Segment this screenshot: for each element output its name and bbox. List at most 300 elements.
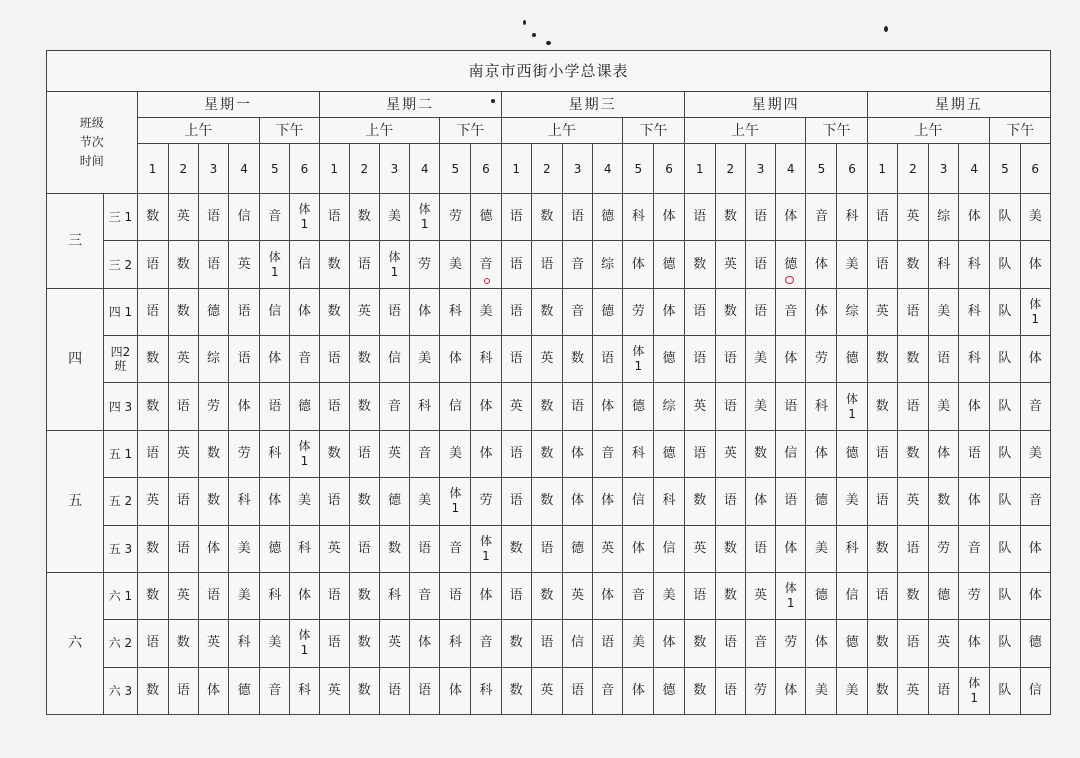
scan-speck [523, 20, 526, 25]
subject-cell: 劳 [776, 620, 806, 667]
subject-cell: 科 [290, 667, 319, 714]
corner-period-label: 节次 [79, 135, 104, 149]
subject-cell: 音 [562, 241, 592, 288]
subject-cell: 体 [260, 336, 290, 383]
subject-cell: 美 [290, 478, 319, 525]
corner-time-label: 时间 [79, 154, 104, 168]
subject-cell: 体 [471, 430, 501, 477]
period-number: 4 [229, 144, 260, 194]
subject-cell: 数 [715, 288, 745, 335]
subject-cell: 数 [379, 525, 409, 572]
subject-cell: 语 [319, 620, 349, 667]
subject-cell: 音 [379, 383, 409, 430]
class-label: 六 1 [104, 572, 137, 619]
subject-cell: 德 [928, 572, 958, 619]
subject-cell: 英 [897, 667, 928, 714]
class-label: 三 2 [104, 241, 137, 288]
subject-cell: 语 [715, 383, 745, 430]
subject-cell: 音 [260, 194, 290, 241]
subject-cell: 语 [137, 288, 168, 335]
subject-cell: 语 [562, 194, 592, 241]
period-number: 1 [319, 144, 349, 194]
subject-cell: 德 [837, 430, 867, 477]
subject-cell: 语 [531, 241, 562, 288]
table-row [47, 667, 1051, 714]
half-am-1: 上午 [319, 118, 440, 144]
subject-cell: 音 [623, 572, 654, 619]
class-label: 四 1 [104, 288, 137, 335]
subject-cell: 音 [440, 525, 471, 572]
subject-cell: 语 [867, 572, 897, 619]
subject-cell: 音 [593, 430, 623, 477]
subject-cell: 体 [928, 430, 958, 477]
subject-cell: 队 [990, 667, 1020, 714]
subject-cell: 数 [501, 525, 531, 572]
subject-cell: 信 [1020, 667, 1051, 714]
subject-cell: 体 [290, 572, 319, 619]
subject-cell: 劳 [440, 194, 471, 241]
subject-cell: 语 [198, 194, 228, 241]
table-title: 南京市西街小学总课表 [47, 51, 1051, 92]
subject-cell: 体 [471, 572, 501, 619]
subject-cell: 数 [168, 620, 198, 667]
subject-cell: 综 [928, 194, 958, 241]
period-number: 6 [1020, 144, 1051, 194]
subject-cell: 语 [531, 525, 562, 572]
subject-cell: 劳 [410, 241, 440, 288]
subject-cell: 英 [168, 430, 198, 477]
subject-cell: 信 [837, 572, 867, 619]
period-number: 5 [623, 144, 654, 194]
subject-cell: 语 [531, 620, 562, 667]
subject-cell: 体 [806, 241, 837, 288]
subject-cell: 科 [229, 478, 260, 525]
subject-cell: 英 [168, 572, 198, 619]
subject-cell: 体 [959, 194, 990, 241]
subject-cell: 数 [531, 194, 562, 241]
table-row [47, 525, 1051, 572]
half-am-3: 上午 [684, 118, 806, 144]
subject-cell: 语 [137, 430, 168, 477]
subject-cell: 语 [379, 667, 409, 714]
subject-cell: 语 [440, 572, 471, 619]
subject-cell: 美 [440, 430, 471, 477]
subject-cell: 体 [1020, 572, 1051, 619]
subject-cell: 德 [1020, 620, 1051, 667]
subject-cell: 数 [349, 667, 379, 714]
table-row [47, 336, 1051, 383]
subject-cell: 体 [562, 478, 592, 525]
subject-cell: 信 [260, 288, 290, 335]
subject-cell: 音 [410, 430, 440, 477]
subject-cell: 体 1 [1020, 288, 1051, 335]
day-header-thu: 星期四 [684, 92, 867, 118]
half-am-2: 上午 [501, 118, 623, 144]
period-number: 1 [867, 144, 897, 194]
subject-cell: 英 [137, 478, 168, 525]
subject-cell: 语 [319, 194, 349, 241]
subject-cell: 美 [806, 667, 837, 714]
table-row [47, 620, 1051, 667]
subject-cell: 体 [198, 525, 228, 572]
subject-cell: 语 [319, 383, 349, 430]
period-number: 5 [990, 144, 1020, 194]
subject-cell: 体 [776, 336, 806, 383]
subject-cell: 英 [562, 572, 592, 619]
subject-cell: 综 [593, 241, 623, 288]
subject-cell: 音 [1020, 478, 1051, 525]
subject-cell: 队 [990, 194, 1020, 241]
subject-cell: 语 [867, 241, 897, 288]
subject-cell: 科 [260, 430, 290, 477]
period-number: 1 [684, 144, 715, 194]
subject-cell: 体 1 [290, 430, 319, 477]
subject-cell: 科 [928, 241, 958, 288]
subject-cell: 体 1 [623, 336, 654, 383]
period-number: 4 [410, 144, 440, 194]
subject-cell: 数 [349, 620, 379, 667]
subject-cell: 体 [471, 383, 501, 430]
period-number: 4 [593, 144, 623, 194]
subject-cell: 英 [684, 383, 715, 430]
subject-cell: 数 [867, 667, 897, 714]
subject-cell: 数 [715, 572, 745, 619]
subject-cell: 体 1 [776, 572, 806, 619]
subject-cell: 美 [928, 288, 958, 335]
subject-cell: 语 [319, 336, 349, 383]
subject-cell: 语 [501, 478, 531, 525]
subject-cell: 数 [897, 572, 928, 619]
subject-cell: 数 [745, 430, 775, 477]
subject-cell: 队 [990, 383, 1020, 430]
subject-cell: 英 [379, 620, 409, 667]
subject-cell: 语 [745, 288, 775, 335]
subject-cell: 德 [776, 241, 806, 288]
subject-cell: 数 [684, 620, 715, 667]
subject-cell: 英 [531, 336, 562, 383]
subject-cell: 劳 [928, 525, 958, 572]
subject-cell: 德 [837, 620, 867, 667]
subject-cell: 语 [562, 383, 592, 430]
subject-cell: 语 [349, 430, 379, 477]
class-label: 四 3 [104, 383, 137, 430]
subject-cell: 科 [471, 336, 501, 383]
class-label: 五 2 [104, 478, 137, 525]
subject-cell: 体 [229, 383, 260, 430]
subject-cell: 英 [928, 620, 958, 667]
subject-cell: 语 [745, 194, 775, 241]
subject-cell: 英 [198, 620, 228, 667]
subject-cell: 语 [229, 336, 260, 383]
subject-cell: 体 1 [290, 194, 319, 241]
scan-speck [532, 33, 536, 37]
subject-cell: 体 [623, 241, 654, 288]
subject-cell: 美 [440, 241, 471, 288]
corner-header [47, 92, 138, 194]
subject-cell: 音 [410, 572, 440, 619]
subject-cell: 体 [745, 478, 775, 525]
subject-cell: 英 [593, 525, 623, 572]
period-number: 3 [928, 144, 958, 194]
subject-cell: 数 [715, 525, 745, 572]
timetable [46, 50, 1051, 715]
subject-cell: 语 [410, 667, 440, 714]
subject-cell: 数 [531, 383, 562, 430]
subject-cell: 语 [501, 194, 531, 241]
day-header-tue: 星期二 [319, 92, 501, 118]
table-row [47, 194, 1051, 241]
subject-cell: 语 [168, 667, 198, 714]
subject-cell: 语 [776, 478, 806, 525]
scan-speck [491, 99, 495, 103]
half-pm-1: 下午 [440, 118, 501, 144]
subject-cell: 音 [745, 620, 775, 667]
table-row [47, 383, 1051, 430]
subject-cell: 劳 [745, 667, 775, 714]
period-number: 3 [379, 144, 409, 194]
subject-cell: 体 [623, 667, 654, 714]
subject-cell: 英 [531, 667, 562, 714]
subject-cell: 语 [684, 288, 715, 335]
subject-cell: 信 [229, 194, 260, 241]
subject-cell: 体 [593, 478, 623, 525]
subject-cell: 语 [501, 288, 531, 335]
subject-cell: 队 [990, 620, 1020, 667]
subject-cell: 美 [837, 667, 867, 714]
subject-cell: 体 1 [471, 525, 501, 572]
subject-cell: 美 [928, 383, 958, 430]
subject-cell: 体 1 [410, 194, 440, 241]
half-am-0: 上午 [137, 118, 260, 144]
subject-cell: 体 [260, 478, 290, 525]
subject-cell: 语 [897, 288, 928, 335]
table-row [47, 430, 1051, 477]
subject-cell: 信 [623, 478, 654, 525]
subject-cell: 体 [410, 620, 440, 667]
subject-cell: 科 [290, 525, 319, 572]
subject-cell: 体 [776, 525, 806, 572]
subject-cell: 数 [319, 430, 349, 477]
subject-cell: 音 [260, 667, 290, 714]
subject-cell: 英 [379, 430, 409, 477]
subject-cell: 数 [531, 572, 562, 619]
period-number: 3 [562, 144, 592, 194]
subject-cell: 队 [990, 572, 1020, 619]
subject-cell: 语 [501, 336, 531, 383]
subject-cell: 数 [867, 336, 897, 383]
subject-cell: 科 [440, 288, 471, 335]
subject-cell: 语 [501, 241, 531, 288]
subject-cell: 数 [349, 336, 379, 383]
subject-cell: 德 [654, 336, 684, 383]
subject-cell: 科 [260, 572, 290, 619]
subject-cell: 数 [531, 288, 562, 335]
subject-cell: 英 [349, 288, 379, 335]
subject-cell: 美 [410, 336, 440, 383]
scan-speck [884, 26, 888, 32]
subject-cell: 语 [715, 667, 745, 714]
subject-cell: 德 [806, 572, 837, 619]
period-number: 2 [349, 144, 379, 194]
subject-cell: 数 [897, 336, 928, 383]
subject-cell: 德 [623, 383, 654, 430]
subject-cell: 英 [745, 572, 775, 619]
subject-cell: 英 [319, 667, 349, 714]
subject-cell: 数 [501, 620, 531, 667]
subject-cell: 体 [1020, 241, 1051, 288]
day-header-mon: 星期一 [137, 92, 319, 118]
subject-cell: 语 [897, 620, 928, 667]
subject-cell: 综 [198, 336, 228, 383]
subject-cell: 劳 [471, 478, 501, 525]
subject-cell: 数 [715, 194, 745, 241]
period-number: 3 [198, 144, 228, 194]
subject-cell: 语 [501, 572, 531, 619]
subject-cell: 劳 [623, 288, 654, 335]
subject-cell: 音 [471, 241, 501, 288]
subject-cell: 数 [137, 572, 168, 619]
subject-cell: 数 [684, 478, 715, 525]
subject-cell: 语 [168, 478, 198, 525]
subject-cell: 语 [168, 525, 198, 572]
subject-cell: 数 [867, 383, 897, 430]
subject-cell: 语 [867, 194, 897, 241]
subject-cell: 语 [260, 383, 290, 430]
grade-label: 三 [47, 194, 104, 289]
subject-cell: 数 [137, 336, 168, 383]
subject-cell: 体 1 [440, 478, 471, 525]
subject-cell: 语 [897, 383, 928, 430]
subject-cell: 体 [776, 194, 806, 241]
subject-cell: 语 [684, 194, 715, 241]
subject-cell: 数 [897, 241, 928, 288]
period-number: 2 [897, 144, 928, 194]
subject-cell: 数 [137, 383, 168, 430]
subject-cell: 语 [959, 430, 990, 477]
subject-cell: 语 [745, 525, 775, 572]
subject-cell: 英 [715, 241, 745, 288]
period-number: 4 [959, 144, 990, 194]
period-number: 6 [654, 144, 684, 194]
subject-cell: 英 [229, 241, 260, 288]
subject-cell: 语 [501, 430, 531, 477]
subject-cell: 美 [410, 478, 440, 525]
subject-cell: 语 [349, 525, 379, 572]
period-number: 3 [745, 144, 775, 194]
subject-cell: 体 [806, 620, 837, 667]
subject-cell: 语 [319, 478, 349, 525]
subject-cell: 体 [290, 288, 319, 335]
subject-cell: 德 [593, 288, 623, 335]
subject-cell: 体 [1020, 336, 1051, 383]
subject-cell: 体 [806, 288, 837, 335]
subject-cell: 科 [806, 383, 837, 430]
period-number: 5 [440, 144, 471, 194]
subject-cell: 信 [776, 430, 806, 477]
subject-cell: 队 [990, 525, 1020, 572]
subject-cell: 语 [684, 572, 715, 619]
subject-cell: 美 [654, 572, 684, 619]
subject-cell: 语 [319, 572, 349, 619]
class-label: 五 3 [104, 525, 137, 572]
pen-mark [785, 276, 794, 284]
subject-cell: 体 [806, 430, 837, 477]
subject-cell: 德 [654, 667, 684, 714]
table-row [47, 478, 1051, 525]
half-pm-3: 下午 [806, 118, 867, 144]
subject-cell: 美 [623, 620, 654, 667]
subject-cell: 音 [562, 288, 592, 335]
subject-cell: 数 [198, 478, 228, 525]
subject-cell: 数 [531, 478, 562, 525]
subject-cell: 语 [379, 288, 409, 335]
subject-cell: 数 [319, 288, 349, 335]
day-header-fri: 星期五 [867, 92, 1050, 118]
subject-cell: 英 [715, 430, 745, 477]
subject-cell: 英 [501, 383, 531, 430]
subject-cell: 信 [440, 383, 471, 430]
period-number: 5 [806, 144, 837, 194]
subject-cell: 数 [349, 194, 379, 241]
period-number: 6 [837, 144, 867, 194]
subject-cell: 数 [319, 241, 349, 288]
subject-cell: 语 [168, 383, 198, 430]
subject-cell: 体 [959, 478, 990, 525]
subject-cell: 体 [410, 288, 440, 335]
subject-cell: 语 [684, 336, 715, 383]
subject-cell: 音 [776, 288, 806, 335]
period-number: 2 [715, 144, 745, 194]
subject-cell: 美 [379, 194, 409, 241]
subject-cell: 科 [410, 383, 440, 430]
subject-cell: 数 [349, 478, 379, 525]
subject-cell: 劳 [198, 383, 228, 430]
subject-cell: 语 [897, 525, 928, 572]
subject-cell: 体 [593, 383, 623, 430]
subject-cell: 队 [990, 478, 1020, 525]
subject-cell: 体 [593, 572, 623, 619]
subject-cell: 数 [349, 572, 379, 619]
subject-cell: 科 [440, 620, 471, 667]
table-row [47, 572, 1051, 619]
subject-cell: 英 [168, 336, 198, 383]
subject-cell: 科 [959, 288, 990, 335]
subject-cell: 体 [562, 430, 592, 477]
subject-cell: 体 [776, 667, 806, 714]
grade-label: 五 [47, 430, 104, 572]
subject-cell: 美 [471, 288, 501, 335]
subject-cell: 美 [229, 572, 260, 619]
class-label: 六 2 [104, 620, 137, 667]
subject-cell: 信 [562, 620, 592, 667]
subject-cell: 数 [137, 194, 168, 241]
subject-cell: 美 [837, 241, 867, 288]
subject-cell: 英 [684, 525, 715, 572]
subject-cell: 体 [198, 667, 228, 714]
subject-cell: 语 [745, 241, 775, 288]
subject-cell: 英 [319, 525, 349, 572]
period-number: 6 [471, 144, 501, 194]
period-number: 1 [137, 144, 168, 194]
subject-cell: 队 [990, 430, 1020, 477]
subject-cell: 队 [990, 336, 1020, 383]
subject-cell: 科 [837, 194, 867, 241]
period-number: 5 [260, 144, 290, 194]
subject-cell: 德 [562, 525, 592, 572]
subject-cell: 数 [928, 478, 958, 525]
half-pm-4: 下午 [990, 118, 1051, 144]
grade-label: 六 [47, 572, 104, 714]
